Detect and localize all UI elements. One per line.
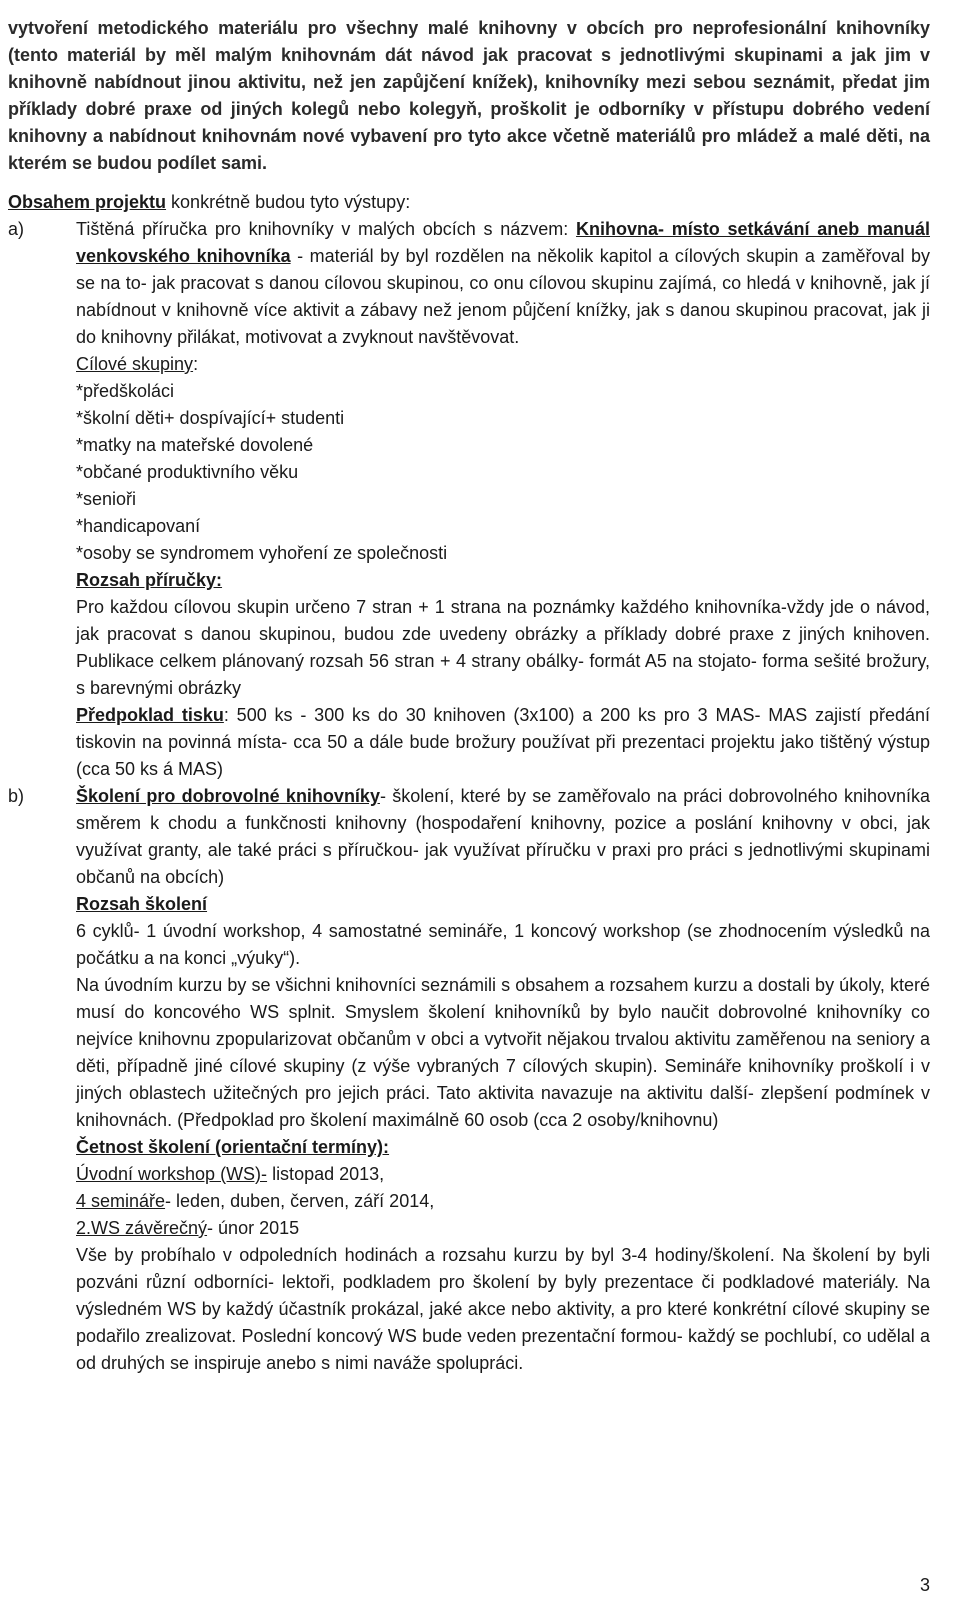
schedule-item-label: Úvodní workshop (WS)- — [76, 1164, 268, 1184]
target-group-item: *školní děti+ dospívající+ studenti — [76, 408, 345, 428]
target-groups-heading — [76, 351, 930, 378]
target-group-item: *osoby se syndromem vyhoření ze společnosti — [76, 543, 448, 563]
training-scope-text: 6 cyklů- 1 úvodní workshop, 4 samostatné semináře, 1 koncový workshop (se zhodnocením výsledků na počátku a na konci „výuky“). — [76, 921, 930, 968]
schedule-item-text: listopad 2013, — [267, 1164, 385, 1184]
item-a-description — [76, 216, 930, 351]
target-group-item: *handicapovaní — [76, 516, 201, 536]
target-group-item: *senioři — [76, 489, 137, 509]
handbook-scope-text: Pro každou cílovou skupin určeno 7 stran + 1 strana na poznámky každého knihovníka-vždy jde o návod, jak pracovat s danou skupinou, budou zde uvedeny obrázky a příklady dobré praxe z jiných knihoven. Publikace celkem plánovaný rozsah 56 stran + 4 strany obálky- formát A5 na stojato- forma sešité brožury, s barevnými obrázky — [76, 597, 930, 698]
target-groups-colon: : — [193, 354, 199, 374]
item-a-title: Knihovna- místo setkávání aneb manuál venkovského knihovníka — [76, 219, 930, 266]
schedule-item — [76, 1215, 930, 1242]
training-scope-heading: Rozsah školení — [76, 894, 208, 914]
project-content-heading — [8, 189, 930, 216]
print-assumption — [76, 702, 930, 783]
target-group-item: *občané produktivního věku — [76, 462, 299, 482]
closing-paragraph: Vše by probíhalo v odpoledních hodinách a rozsahu kurzu by byl 3-4 hodiny/školení. Na školení by byli pozváni různí odborníci- lektoři, podkladem pro školení by byly prezentace či podkladové materiály. Na výsledném WS by každý účastník prokázal, jaké akce nebo aktivity, a pro které konkrétní cílové skupiny se podařilo zrealizovat. Poslední koncový WS bude veden prezentační formou- každý se pochlubí, co udělal a od druhých se inspiruje anebo s nimi naváže spolupráci. — [76, 1245, 930, 1373]
project-content-text: konkrétně budou tyto výstupy: — [166, 192, 411, 212]
item-a-text: - materiál by byl rozdělen na několik kapitol a cílových skupin a zaměřoval by se na to- jak pracovat s danou cílovou skupinou, co onu cílovou skupinu zajímá, co hledá v knihovně, jak jí nabídnout v knihovně více aktivit a zábavy než jenom půjčení knížky, jak s danou skupinou pracovat, jak ji do knihovny přilákat, motivovat a zvyknout navštěvovat. — [76, 246, 930, 347]
item-a-lead: Tištěná příručka pro knihovníky v malých obcích s názvem: — [76, 219, 577, 239]
schedule-item — [76, 1188, 930, 1215]
item-a — [8, 216, 930, 783]
training-frequency-heading: Četnost školení (orientační termíny): — [76, 1137, 390, 1157]
page-number: 3 — [919, 1575, 930, 1595]
print-assumption-label: Předpoklad tisku — [76, 705, 224, 725]
print-assumption-text: : 500 ks - 300 ks do 30 knihoven (3x100) a 200 ks pro 3 MAS- MAS zajistí předání tiskovin na povinná místa- cca 50 a dále bude brožury používat při prezentaci projektu jako tištěný výstup (cca 50 ks á MAS) — [76, 705, 930, 779]
item-b-description — [76, 783, 930, 891]
project-content-label: Obsahem projektu — [8, 192, 167, 212]
item-a-marker: a) — [8, 219, 25, 239]
item-b-text: - školení, které by se zaměřovalo na práci dobrovolného knihovníka směrem k chodu a funkčnosti knihovny (hospodaření knihovny, pozice a poslání knihovny v obci, jak využívat granty, ale také práci s příručkou- jak využívat příručku v praxi pro práci s jednotlivými skupinami občanů na obcích) — [76, 786, 931, 887]
handbook-scope-heading: Rozsah příručky: — [76, 570, 223, 590]
item-b-title: Školení pro dobrovolné knihovníky — [76, 786, 380, 806]
schedule-item-text: - leden, duben, červen, září 2014, — [165, 1191, 435, 1211]
target-group-item: *matky na mateřské dovolené — [76, 435, 314, 455]
intro-paragraph: vytvoření metodického materiálu pro všechny malé knihovny v obcích pro neprofesionální knihovníky (tento materiál by měl malým knihovnám dát návod jak pracovat s jednotlivými skupinami a jak jim v knihovně nabídnout jinou aktivitu, než jen zapůjčení knížek), knihovníky mezi sebou seznámit, předat jim příklady dobré praxe od jiných kolegů nebo kolegyň, proškolit je odborníky v přístupu dobrého vedení knihovny a nabídnout knihovnám nové vybavení pro tyto akce včetně materiálů pro mládež a malé děti, na kterém se budou podílet sami. — [8, 18, 930, 173]
target-groups-list — [76, 378, 930, 567]
training-paragraph: Na úvodním kurzu by se všichni knihovníci seznámili s obsahem a rozsahem kurzu a dostali by úkoly, které musí do koncového WS splnit. Smyslem školení knihovníků by bylo naučit dobrovolné knihovníky co nejvíce knihovnu zpopularizovat občanům v obci a vytvořit nějakou trvalou aktivitu zaměřenou na seniory a děti, případně jiné cílové skupiny (z výše vybraných 7 cílových skupin). Semináře knihovníky proškolí i v jiných oblastech užitečných pro jejich práci. Tato aktivita navazuje na aktivitu další- zlepšení podmínek v knihovnách. (Předpoklad pro školení maximálně 60 osob (cca 2 osoby/knihovnu) — [76, 975, 930, 1130]
main-content — [8, 189, 930, 1377]
schedule-item-label: 2.WS závěrečný — [76, 1218, 208, 1238]
schedule-item-text: - únor 2015 — [207, 1218, 300, 1238]
target-groups-label: Cílové skupiny — [76, 354, 194, 374]
item-b — [8, 783, 930, 1377]
item-b-marker: b) — [8, 786, 25, 806]
schedule-item — [76, 1161, 930, 1188]
target-group-item: *předškoláci — [76, 381, 175, 401]
schedule-item-label: 4 semináře — [76, 1191, 166, 1211]
